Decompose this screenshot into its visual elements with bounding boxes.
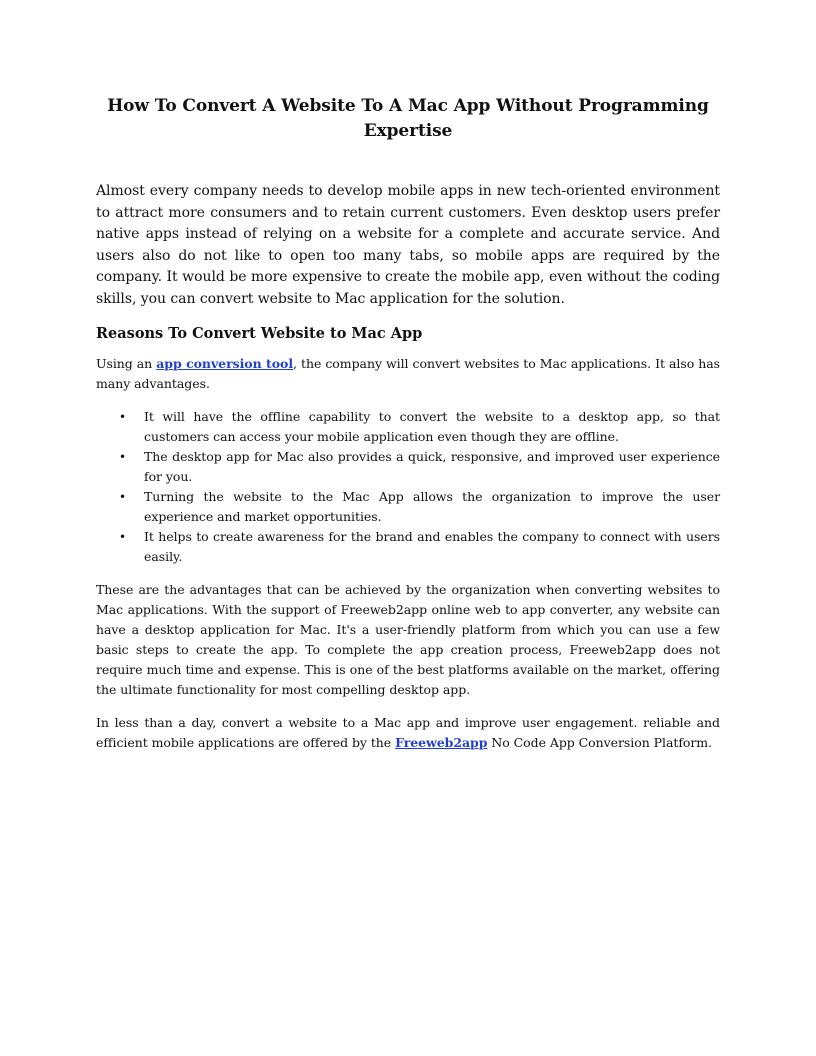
app-conversion-tool-link[interactable]: app conversion tool [156,356,294,371]
closing-paragraph [96,713,720,753]
section-heading: Reasons To Convert Website to Mac App [96,325,423,342]
bullet-icon: • [119,530,127,544]
summary-paragraph: These are the advantages that can be achieved by the organization when converting websites to Mac applications. With the support of Freeweb2app online web to app converter, any website can have a desktop application for Mac. It's a user-friendly platform from which you can use a few basic steps to create the app. To complete the app creation process, Freeweb2app does not require much time and expense. This is one of the best platforms available on the market, offering the ultimate functionality for most compelling desktop app. [96,582,720,697]
closing-text-after: No Code App Conversion Platform. [487,735,713,750]
closing-text-before: In less than a day, convert a website to a Mac app and improve user engagement. reliable and efficient mobile applications are offered by the [96,715,720,750]
list-item-text: The desktop app for Mac also provides a quick, responsive, and improved user experience for you. [144,449,720,484]
intro-paragraph: Almost every company needs to develop mobile apps in new tech-oriented environment to attract more consumers and to retain current customers. Even desktop users prefer native apps instead of relying on a website for a complete and accurate service. And users also do not like to open too many tabs, so mobile apps are required by the company. It would be more expensive to create the mobile app, even without the coding skills, you can convert website to Mac application for the solution. [96,183,720,307]
list-item-text: Turning the website to the Mac App allows the organization to improve the user experience and market opportunities. [144,489,720,524]
document-page [96,94,720,753]
advantages-text-before: Using an [96,356,157,371]
list-item-text: It will have the offline capability to convert the website to a desktop app, so that customers can access your mobile application even though they are offline. [144,409,720,444]
advantages-text-after: , the company will convert websites to Mac applications. It also has many advantages. [96,356,721,391]
list-item [96,447,720,487]
advantages-list [96,407,720,567]
advantages-paragraph [96,354,720,394]
document-title: How To Convert A Website To A Mac App Without Programming Expertise [107,96,709,141]
freeweb2app-link[interactable]: Freeweb2app [395,735,488,750]
list-item [96,487,720,527]
list-item [96,527,720,567]
list-item-text: It helps to create awareness for the brand and enables the company to connect with users easily. [144,529,720,564]
bullet-icon: • [119,490,127,504]
bullet-icon: • [119,410,127,424]
list-item [96,407,720,447]
bullet-icon: • [119,450,127,464]
